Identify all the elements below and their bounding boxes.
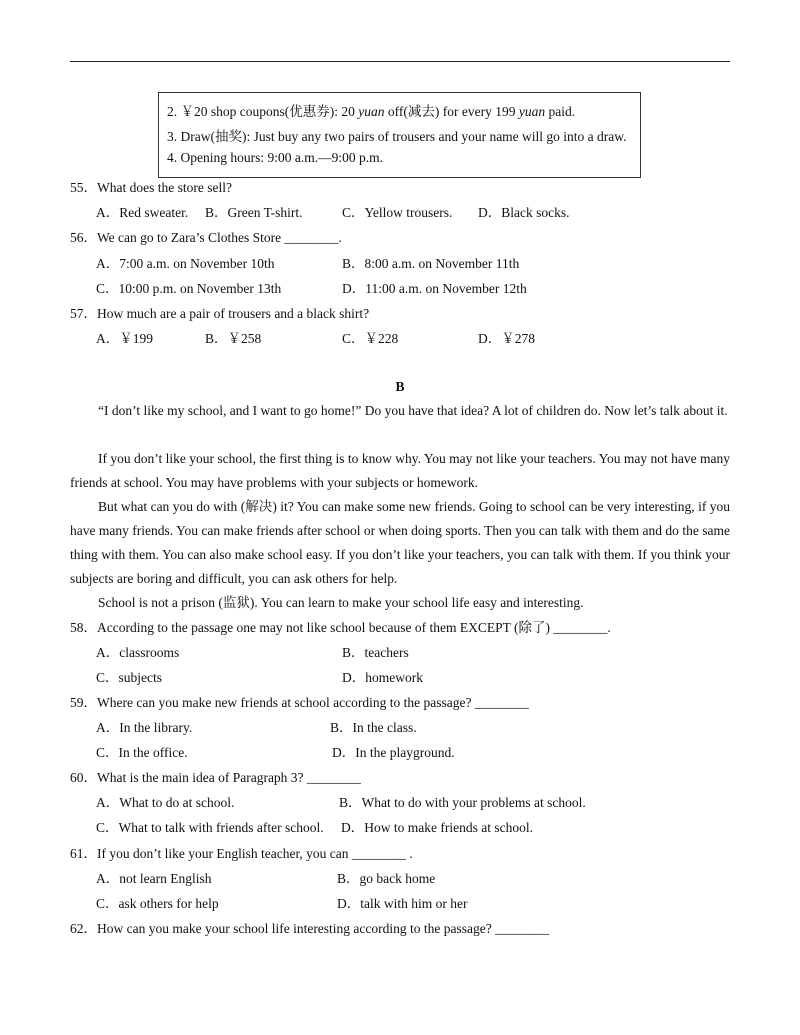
- q59-option-d[interactable]: D．In the playground.: [332, 745, 455, 760]
- q58-option-b[interactable]: B．teachers: [342, 645, 409, 660]
- section-b-heading: B: [395, 379, 405, 394]
- notice-line-3: 3. Draw(抽奖): Just buy any two pairs of trousers and your name will go into a draw.: [167, 129, 627, 144]
- q58-stem: 58．According to the passage one may not like school because of them EXCEPT (除了) ________.: [70, 620, 611, 635]
- q56-option-d[interactable]: D．11:00 a.m. on November 12th: [342, 281, 527, 296]
- q59-option-a[interactable]: A．In the library.: [96, 720, 193, 735]
- passage-paragraph-1: [70, 399, 730, 423]
- q57-option-b[interactable]: B．￥258: [205, 331, 262, 346]
- passage-paragraph-3: [70, 495, 730, 591]
- q61-option-d[interactable]: D．talk with him or her: [337, 896, 468, 911]
- q55-option-c[interactable]: C．Yellow trousers.: [342, 205, 453, 220]
- notice-line-2: [167, 100, 575, 120]
- store-notice-box: [158, 92, 641, 178]
- passage-paragraph-2-text: If you don’t like your school, the first thing is to know why. You may not like your teachers. You may not have many friends at school. You may have problems with your subjects or homework.: [70, 451, 730, 490]
- q59-option-c[interactable]: C．In the office.: [96, 745, 188, 760]
- q57-option-d[interactable]: D．￥278: [478, 331, 535, 346]
- q59-stem: 59．Where can you make new friends at school according to the passage? ________: [70, 695, 529, 710]
- q58-option-a[interactable]: A．classrooms: [96, 645, 180, 660]
- q60-stem: 60．What is the main idea of Paragraph 3? ________: [70, 770, 361, 785]
- q58-option-d[interactable]: D．homework: [342, 670, 423, 685]
- q56-option-a[interactable]: A．7:00 a.m. on November 10th: [96, 256, 275, 271]
- q55-option-a[interactable]: A．Red sweater.: [96, 205, 189, 220]
- passage-paragraph-1-text: “I don’t like my school, and I want to go home!” Do you have that idea? A lot of children do. Now let’s talk about it.: [98, 403, 728, 418]
- q55-option-d[interactable]: D．Black socks.: [478, 205, 570, 220]
- passage-paragraph-4-text: School is not a prison (监狱). You can learn to make your school life easy and interesting.: [98, 595, 584, 610]
- notice-line-2-text: 2. ￥20 shop coupons(优惠券): 20: [167, 104, 359, 119]
- q61-option-b[interactable]: B．go back home: [337, 871, 436, 886]
- q61-option-a[interactable]: A．not learn English: [96, 871, 212, 886]
- passage-paragraph-4: [70, 591, 730, 615]
- notice-yuan-2: yuan: [518, 104, 546, 119]
- q61-option-c[interactable]: C．ask others for help: [96, 896, 219, 911]
- q56-stem: 56．We can go to Zara’s Clothes Store ________.: [70, 230, 342, 245]
- q55-option-b[interactable]: B．Green T-shirt.: [205, 205, 303, 220]
- q57-option-a[interactable]: A．￥199: [96, 331, 153, 346]
- q57-option-c[interactable]: C．￥228: [342, 331, 399, 346]
- q62-stem: 62．How can you make your school life interesting according to the passage? ________: [70, 921, 550, 936]
- notice-line-2-mid: off(减去) for every 199: [384, 104, 519, 119]
- q61-stem: 61．If you don’t like your English teacher, you can ________ .: [70, 846, 413, 861]
- q58-option-c[interactable]: C．subjects: [96, 670, 162, 685]
- q60-option-c[interactable]: C．What to talk with friends after school.: [96, 820, 324, 835]
- passage-paragraph-3-text: But what can you do with (解决) it? You can make some new friends. Going to school can be very interesting, if you have many friends. You can make friends after school or when doing sports. Then you can talk with them and do the same thing with them. You can also make school easy. If you don’t like your teachers, you can talk with them. If you think your subjects are boring and difficult, you can ask others for help.: [70, 499, 730, 586]
- passage-paragraph-2: [70, 447, 730, 495]
- notice-line-4: 4. Opening hours: 9:00 a.m.—9:00 p.m.: [167, 150, 383, 165]
- q56-option-b[interactable]: B．8:00 a.m. on November 11th: [342, 256, 520, 271]
- q57-stem: 57．How much are a pair of trousers and a black shirt?: [70, 306, 370, 321]
- q60-option-b[interactable]: B．What to do with your problems at school.: [339, 795, 586, 810]
- notice-yuan-1: yuan: [358, 104, 385, 119]
- header-rule: [70, 61, 730, 62]
- q56-option-c[interactable]: C．10:00 p.m. on November 13th: [96, 281, 282, 296]
- notice-line-2-end: paid.: [545, 104, 576, 119]
- q60-option-a[interactable]: A．What to do at school.: [96, 795, 235, 810]
- q55-stem: 55．What does the store sell?: [70, 180, 232, 195]
- q59-option-b[interactable]: B．In the class.: [330, 720, 417, 735]
- q60-option-d[interactable]: D．How to make friends at school.: [341, 820, 533, 835]
